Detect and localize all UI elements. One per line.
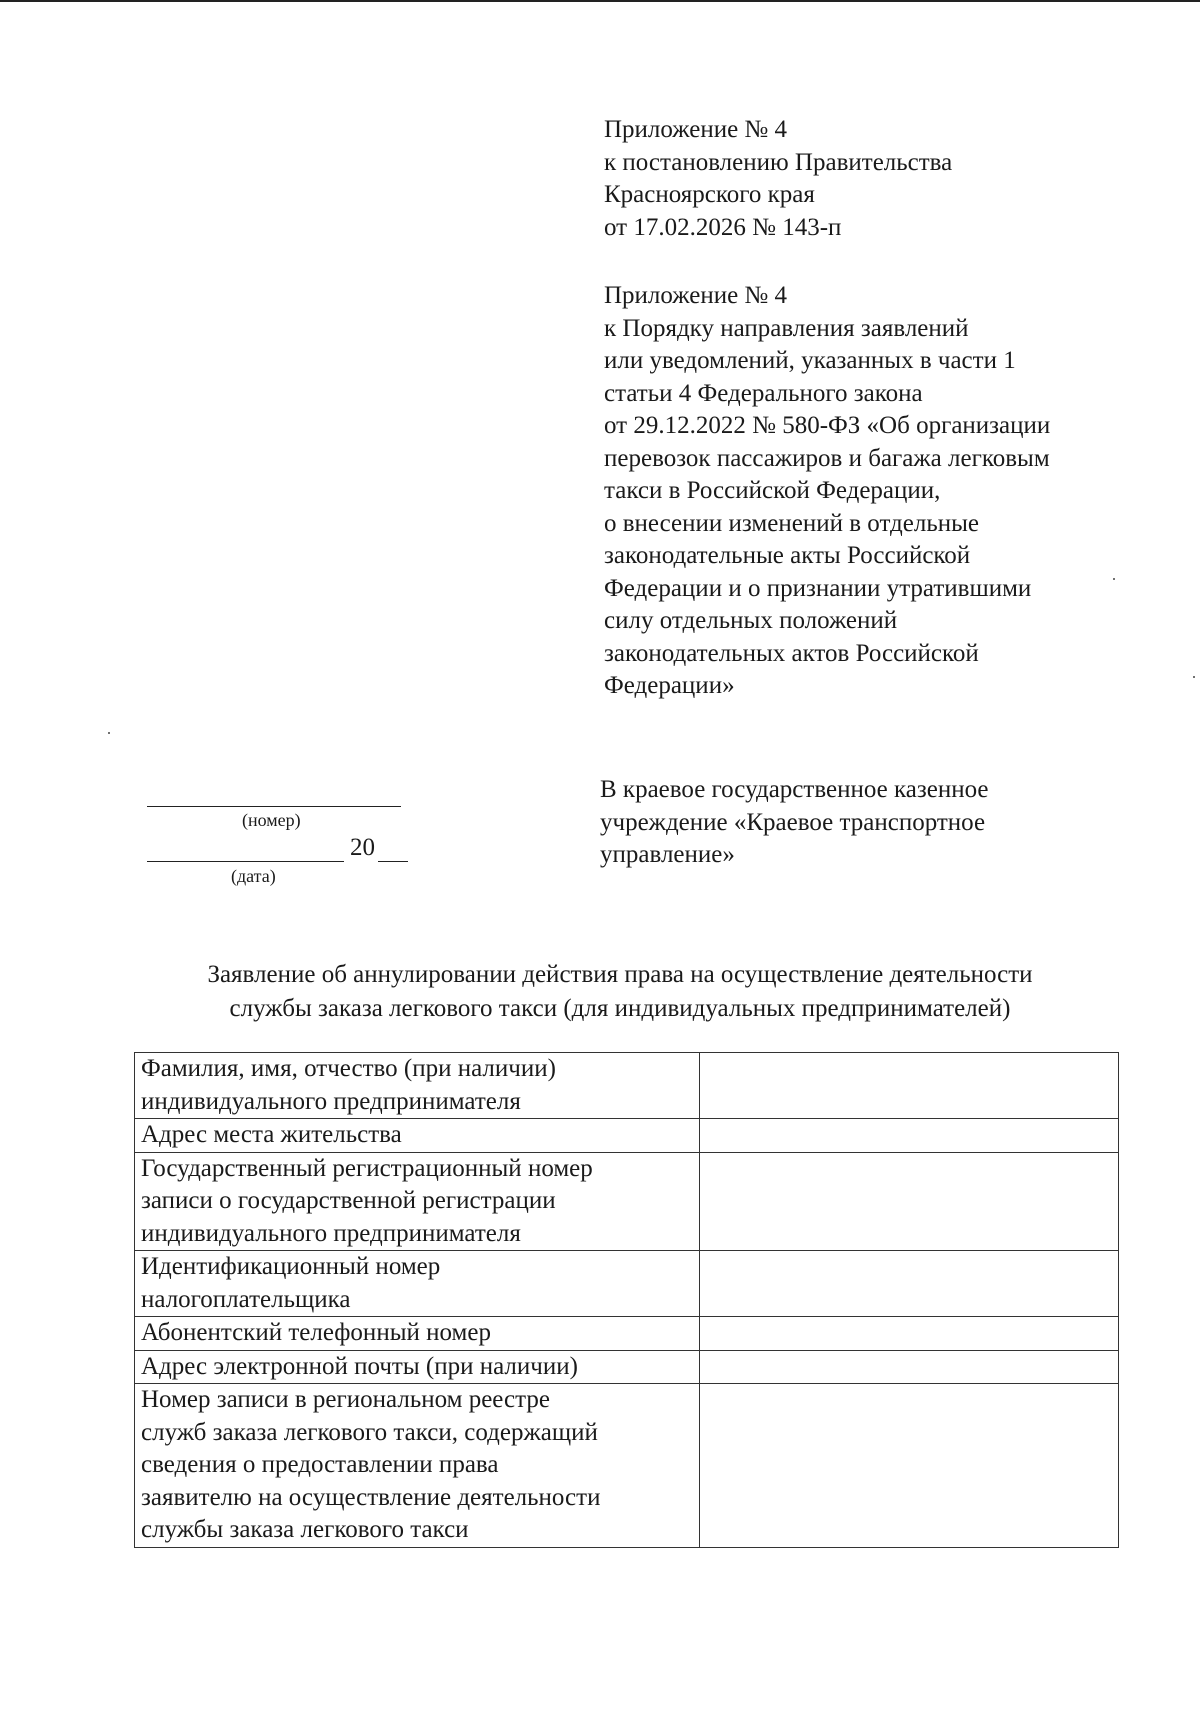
form-row-registry-record [135,1384,1119,1548]
appendix-line: о внесении изменений в отдельные [604,509,979,537]
date-blank-line [147,861,344,862]
date-year-blank [378,861,408,862]
appendix-line: силу отдельных положений [604,607,898,634]
residence-address-field[interactable] [700,1119,1119,1153]
scan-speck [1113,578,1115,580]
appendix-line: или уведомлений, указанных в части 1 [604,347,1016,374]
appendix-line: такси в Российской Федерации, [604,477,941,504]
tax-id-field[interactable] [700,1251,1119,1317]
appendix-line: Приложение № 4 [604,282,788,309]
appendix-line: к постановлению Правительства [604,148,953,176]
registry-record-field[interactable] [700,1384,1119,1548]
form-row-registration-number [135,1152,1119,1251]
form-row-phone [135,1317,1119,1351]
form-label: Государственный регистрационный номер записи о государственной регистрации индивидуального предпринимателя [135,1152,700,1251]
appendix-procedure-block [604,280,1050,703]
addressee-block [600,774,989,872]
full-name-field[interactable] [700,1053,1119,1119]
addressee-line: учреждение «Краевое транспортное [600,808,986,836]
form-row-email [135,1350,1119,1384]
appendix-line: от 17.02.2026 № 143-п [604,213,842,241]
form-row-residence-address [135,1119,1119,1153]
title-line: службы заказа легкового такси (для индивидуальных предпринимателей) [229,995,1011,1022]
form-row-tax-id [135,1251,1119,1317]
appendix-line: Приложение № 4 [604,116,788,143]
appendix-line: от 29.12.2022 № 580-ФЗ «Об организации [604,412,1051,439]
appendix-line: к Порядку направления заявлений [604,314,969,342]
appendix-government-block [604,114,952,244]
registration-number-field[interactable] [700,1152,1119,1251]
appendix-line: Красноярского края [604,181,815,208]
application-form-table [134,1052,1119,1548]
form-label: Фамилия, имя, отчество (при наличии) индивидуального предпринимателя [135,1053,700,1119]
form-label: Абонентский телефонный номер [135,1317,700,1351]
number-caption: (номер) [242,810,301,830]
date-caption: (дата) [231,866,276,886]
page-top-border [0,0,1200,2]
email-field[interactable] [700,1350,1119,1384]
form-row-full-name [135,1053,1119,1119]
addressee-line: управление» [600,841,735,868]
appendix-line: Федерации» [604,672,735,699]
form-label: Номер записи в региональном реестре служб заказа легкового такси, содержащий сведения о предоставлении права заявителю на осуществление деятельности службы заказа легкового такси [135,1384,700,1548]
form-label: Идентификационный номер налогоплательщика [135,1251,700,1317]
scan-speck [1193,676,1195,678]
document-title [120,958,1120,1026]
phone-field[interactable] [700,1317,1119,1351]
addressee-line: В краевое государственное казенное [600,776,989,803]
scan-speck [108,732,110,734]
appendix-line: законодательные акты Российской [604,542,971,569]
form-label: Адрес места жительства [135,1119,700,1153]
appendix-line: законодательных актов Российской [604,639,979,667]
number-blank-line [147,806,401,807]
appendix-line: Федерации и о признании утратившими [604,574,1032,602]
form-label: Адрес электронной почты (при наличии) [135,1350,700,1384]
appendix-line: статьи 4 Федерального закона [604,379,923,407]
appendix-line: перевозок пассажиров и багажа легковым [604,444,1050,472]
title-line: Заявление об аннулировании действия права на осуществление деятельности [207,961,1033,988]
date-year-prefix: 20 [350,834,375,861]
